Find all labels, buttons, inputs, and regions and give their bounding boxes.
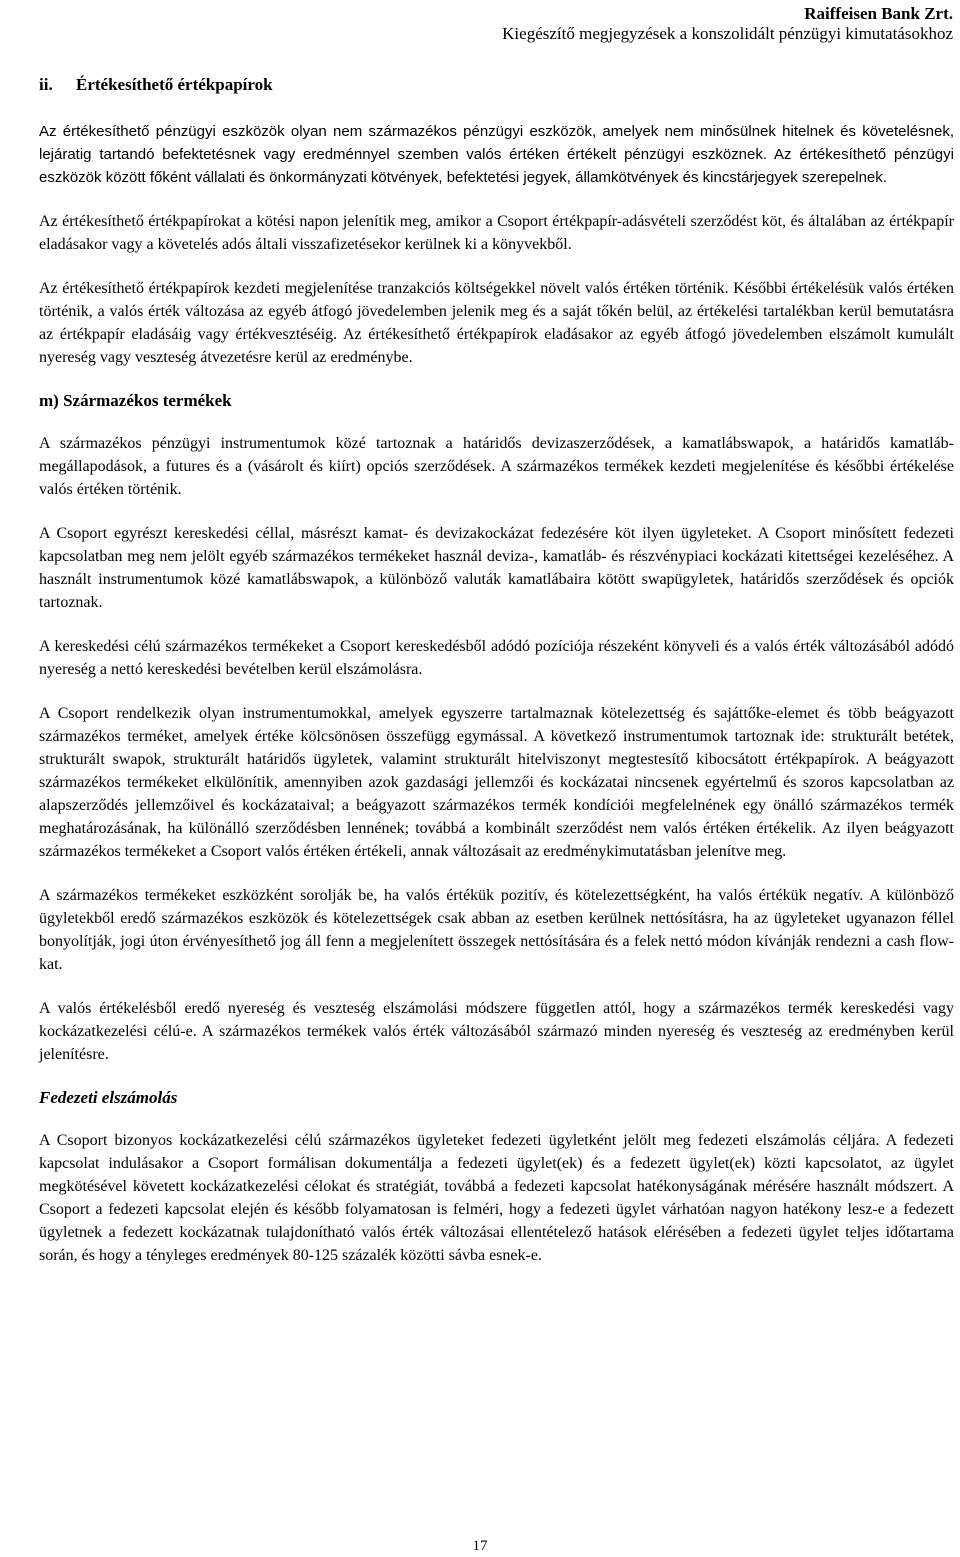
paragraph: A Csoport rendelkezik olyan instrumentumokkal, amelyek egyszerre tartalmaznak kötelezettség és sajáttőke-elemet és több beágyazott származékos terméket, amelyek értéke kölcsönösen összefügg egymással. A következő instrumentumok tartoznak ide: strukturált betétek, strukturált swapok, strukturált határidős ügyletek, valamint strukturált hitelviszonyt megtestesítő kibocsátott értékpapírok. A beágyazott származékos termékeket elkülönítik, amennyiben azok gazdasági jellemzői és kockázatai nincsenek egyértelmű és szoros kapcsolatban az alapszerződés jellemzőivel és kockázataival; a beágyazott származékos termék kondíciói megfelelnének egy önálló származékos termék meghatározásának, ha különálló szerződésben lennének; továbbá a kombinált szerződést nem valós értéken értékelik. Az ilyen beágyazott származékos termékeket a Csoport valós értéken értékeli, annak változásait az eredménykimutatásban jelenítve meg. bbox=[39, 705, 954, 860]
paragraph: A származékos termékeket eszközként sorolják be, ha valós értékük pozitív, és kötelezettségként, ha valós értékük negatív. A különböző ügyletekből eredő származékos eszközök és kötelezettségek csak abban az esetben kerülnek nettósításra, ha az ügyleteket ugyanazon féllel bonyolítják, jogi úton érvényesíthető jog áll fenn a megjelenített összegek nettósítására és a felek nettó módon kívánják rendezni a cash flow-kat. bbox=[39, 887, 954, 973]
subsection-heading: m) Származékos termékek bbox=[39, 391, 232, 410]
page-number: 17 bbox=[472, 1538, 488, 1554]
paragraph: A származékos pénzügyi instrumentumok közé tartoznak a határidős devizaszerződések, a kamatlábswapok, a határidős kamatláb-megállapodások, a futures és a (vásárolt és kiírt) opciós szerződések. A származékos termékek kezdeti megjelenítése és későbbi értékelése valós értéken történik. bbox=[39, 435, 954, 498]
paragraph: Az értékesíthető értékpapírokat a kötési napon jelenítik meg, amikor a Csoport értékpapír-adásvételi szerződést köt, és általában az értékpapír eladásakor vagy a követelés adós általi visszafizetésekor kerülnek ki a könyvekből. bbox=[39, 213, 954, 253]
page-header bbox=[502, 4, 953, 44]
hedge-heading: Fedezeti elszámolás bbox=[39, 1088, 178, 1107]
paragraph: A valós értékelésből eredő nyereség és veszteség elszámolási módszere független attól, hogy a származékos termék kereskedési vagy kockázatkezelési célú-e. A származékos termékek valós érték változásából származó minden nyereség és veszteség az eredményben kerül jelenítésre. bbox=[39, 1000, 954, 1063]
paragraph: Az értékesíthető pénzügyi eszközök olyan nem származékos pénzügyi eszközök, amelyek nem minősülnek hitelnek és követelésnek, lejáratig tartandó befektetésnek vagy eredménnyel szemben valós értéken értékelt pénzügyi eszköznek. Az értékesíthető pénzügyi eszközök között főként vállalati és önkormányzati kötvények, befektetési jegyek, államkötvények és kincstárjegyek szerepelnek. bbox=[39, 123, 954, 186]
paragraph: A kereskedési célú származékos termékeket a Csoport kereskedésből adódó pozíciója részeként könyveli és a valós érték változásából adódó nyereség a nettó kereskedési bevételben kerül elszámolásra. bbox=[39, 638, 954, 678]
paragraph: A Csoport bizonyos kockázatkezelési célú származékos ügyleteket fedezeti ügyletként jelölt meg fedezeti elszámolás céljára. A fedezeti kapcsolat indulásakor a Csoport formálisan dokumentálja a fedezeti ügylet(ek) és a fedezett ügylet(ek) közti kapcsolatot, az ügylet megkötésével követett kockázatkezelési célokat és stratégiát, továbbá a fedezeti kapcsolat hatékonyságának mérésére használt módszert. A Csoport a fedezeti kapcsolat elején és később folyamatosan is felméri, hogy a fedezeti ügylet várhatóan nagyon hatékony lesz-e a fedezett ügyletnek a fedezett kockázatnak tulajdonítható valós érték változásai ellentételező hatások elérésében a fedezeti ügylet teljes időtartama során, és hogy a tényleges eredmények 80-125 százalék közötti sávba esnek-e. bbox=[39, 1132, 954, 1264]
section-title: Értékesíthető értékpapírok bbox=[76, 75, 273, 94]
header-subtitle: Kiegészítő megjegyzések a konszolidált pénzügyi kimutatásokhoz bbox=[502, 24, 953, 43]
paragraph: A Csoport egyrészt kereskedési céllal, másrészt kamat- és devizakockázat fedezésére köt ilyen ügyleteket. A Csoport minősített fedezeti kapcsolatban meg nem jelölt egyéb származékos termékeket használ deviza-, kamatláb- és részvénypiaci kockázati kitettségei kezeléséhez. A használt instrumentumok közé kamatlábswapok, a különböző valuták kamatlábaira kötött swapügyletek, határidős szerződések és opciók tartoznak. bbox=[39, 525, 954, 611]
section-heading bbox=[39, 74, 954, 96]
paragraph: Az értékesíthető értékpapírok kezdeti megjelenítése tranzakciós költségekkel növelt valós értéken történik. Későbbi értékelésük valós értéken történik, a valós érték változása az egyéb átfogó jövedelemben jelenik meg és a saját tőkén belül, az értékelési tartalékban kerül bemutatásra az értékpapír eladásáig vagy értékvesztéséig. Az értékesíthető értékpapírok eladásakor az egyéb átfogó jövedelemben elszámolt kumulált nyereség vagy veszteség átvezetésre kerül az eredménybe. bbox=[39, 280, 954, 366]
document-body bbox=[39, 74, 954, 1288]
header-company: Raiffeisen Bank Zrt. bbox=[804, 4, 953, 23]
section-number: ii. bbox=[39, 75, 53, 94]
